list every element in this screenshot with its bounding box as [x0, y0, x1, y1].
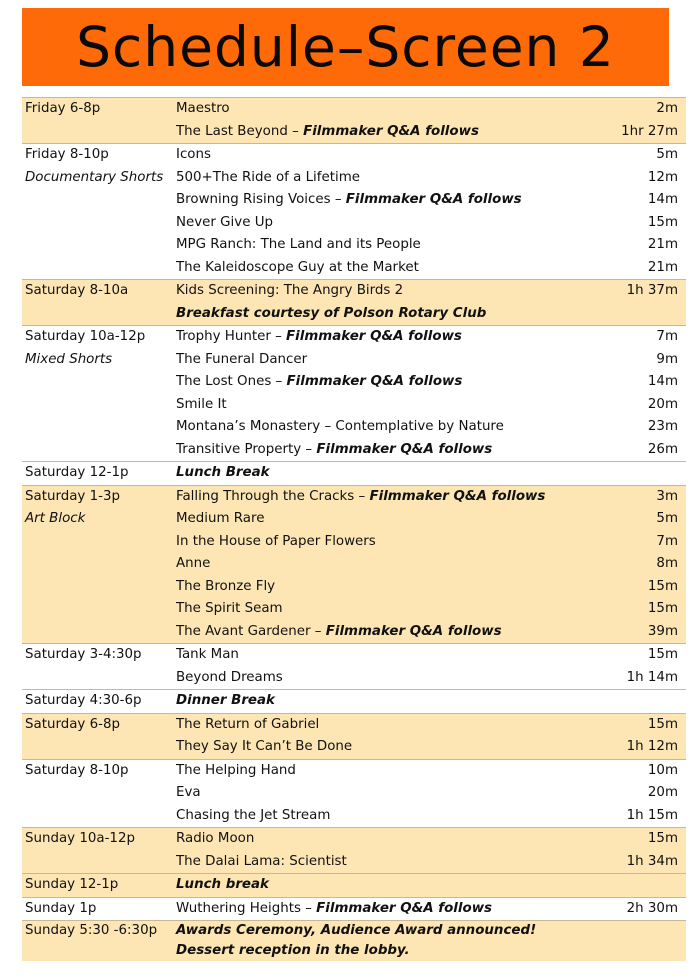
film-title [176, 462, 270, 485]
duration: 7m [656, 329, 678, 344]
schedule-block [22, 827, 686, 873]
duration: 1h 15m [626, 807, 678, 823]
film-title: Icons [176, 147, 211, 162]
film-note: Filmmaker Q&A follows [316, 441, 493, 457]
film-title: The Spirit Seam [176, 601, 283, 616]
duration: 5m [656, 147, 678, 162]
time-slot: Saturday 8-10p [25, 762, 129, 778]
time-slot: Documentary Shorts [25, 169, 164, 185]
time-slot: Mixed Shorts [25, 351, 113, 367]
time-slot: Saturday 10a-12p [25, 329, 146, 344]
schedule-row [22, 553, 686, 576]
time-slot: Friday 8-10p [25, 147, 109, 162]
film-title: Chasing the Jet Stream [176, 807, 331, 823]
schedule-row [22, 851, 686, 874]
film-title: Wuthering Heights – Filmmaker Q&A follows [176, 900, 493, 916]
film-title: Falling Through the Cracks – Filmmaker Q&A follows [176, 488, 546, 504]
film-title: Beyond Dreams [176, 669, 283, 685]
schedule-row [22, 234, 686, 257]
duration: 14m [647, 374, 678, 389]
duration: 20m [647, 396, 678, 412]
duration: 15m [647, 578, 678, 594]
schedule-row [22, 667, 686, 690]
film-title [176, 874, 269, 897]
film-title: Eva [176, 785, 201, 800]
film-title: The Avant Gardener – Filmmaker Q&A follows [176, 623, 502, 639]
schedule-row [22, 644, 686, 667]
schedule-row [22, 621, 686, 644]
film-title: Smile It [176, 396, 227, 412]
film-note: Dinner Break [176, 693, 275, 708]
film-note: Filmmaker Q&A follows [286, 329, 462, 344]
film-note: Filmmaker Q&A follows [316, 900, 493, 916]
schedule-row [22, 257, 686, 280]
schedule-block [22, 279, 686, 325]
schedule-block [22, 920, 686, 961]
film-note: Lunch Break [176, 465, 270, 480]
schedule-block [22, 461, 686, 485]
schedule-block [22, 97, 686, 143]
time-slot: Art Block [25, 511, 86, 526]
film-note: Filmmaker Q&A follows [325, 623, 502, 639]
duration: 39m [647, 623, 678, 639]
schedule-row [22, 736, 686, 759]
duration: 20m [647, 785, 678, 800]
duration: 8m [656, 556, 678, 571]
schedule-block [22, 325, 686, 461]
schedule-row [22, 508, 686, 531]
film-title: They Say It Can’t Be Done [176, 739, 353, 754]
film-note: Filmmaker Q&A follows [369, 488, 546, 504]
duration: 3m [656, 488, 678, 504]
schedule-block [22, 643, 686, 689]
film-title: Medium Rare [176, 511, 265, 526]
duration: 1h 34m [626, 853, 678, 869]
duration: 12m [647, 169, 678, 185]
time-slot: Sunday 5:30 -6:30p [25, 923, 158, 938]
schedule-row [22, 598, 686, 621]
page-title: Schedule–Screen 2 [76, 15, 615, 79]
schedule-row [22, 439, 686, 462]
time-slot: Friday 6-8p [25, 101, 101, 116]
schedule-row [22, 121, 686, 144]
film-title: Kids Screening: The Angry Birds 2 [176, 283, 404, 298]
schedule-row [22, 921, 686, 941]
schedule-row [22, 531, 686, 554]
duration: 15m [647, 831, 678, 846]
schedule-block [22, 713, 686, 759]
schedule-row [22, 486, 686, 509]
title-banner [22, 8, 669, 86]
time-slot: Saturday 4:30-6p [25, 693, 142, 708]
schedule-block [22, 873, 686, 897]
film-title: Trophy Hunter – Filmmaker Q&A follows [176, 329, 462, 344]
duration: 7m [656, 533, 678, 549]
film-title: 500+The Ride of a Lifetime [176, 169, 360, 185]
duration: 9m [656, 351, 678, 367]
film-title [176, 303, 486, 326]
schedule-row [22, 371, 686, 394]
film-title [176, 690, 275, 713]
film-title: The Lost Ones – Filmmaker Q&A follows [176, 374, 463, 389]
duration: 1hr 27m [621, 123, 678, 139]
duration: 26m [647, 441, 678, 457]
film-title: Never Give Up [176, 214, 273, 230]
time-slot: Saturday 3-4:30p [25, 647, 142, 662]
schedule-row [22, 714, 686, 737]
duration: 2m [656, 101, 678, 116]
duration: 14m [647, 192, 678, 207]
schedule-row [22, 782, 686, 805]
schedule-row [22, 941, 686, 961]
schedule-row [22, 144, 686, 167]
time-slot: Saturday 8-10a [25, 283, 129, 298]
film-title: Montana’s Monastery – Contemplative by Nature [176, 419, 504, 434]
schedule-row [22, 416, 686, 439]
duration: 10m [647, 762, 678, 778]
film-title: The Bronze Fly [176, 578, 276, 594]
schedule-row [22, 576, 686, 599]
duration: 15m [647, 647, 678, 662]
time-slot: Saturday 1-3p [25, 488, 120, 504]
film-title: The Kaleidoscope Guy at the Market [176, 259, 419, 275]
time-slot: Sunday 1p [25, 900, 97, 916]
schedule-row [22, 303, 686, 326]
film-note: Dessert reception in the lobby. [176, 943, 410, 958]
schedule-row [22, 98, 686, 121]
film-title: Tank Man [176, 647, 239, 662]
duration: 15m [647, 601, 678, 616]
film-note: Filmmaker Q&A follows [303, 123, 479, 139]
film-title: The Helping Hand [176, 762, 296, 778]
film-note: Awards Ceremony, Audience Award announced! [176, 923, 537, 938]
duration: 1h 37m [626, 283, 678, 298]
schedule-row [22, 828, 686, 851]
film-title [176, 941, 410, 961]
film-title: Radio Moon [176, 831, 255, 846]
film-note: Filmmaker Q&A follows [286, 374, 463, 389]
film-title: The Last Beyond – Filmmaker Q&A follows [176, 123, 479, 139]
schedule-row [22, 349, 686, 372]
duration: 15m [647, 214, 678, 230]
schedule-row [22, 690, 686, 713]
time-slot: Sunday 12-1p [25, 877, 119, 892]
schedule-block [22, 689, 686, 713]
duration: 21m [647, 259, 678, 275]
duration: 2h 30m [626, 900, 678, 916]
schedule-row [22, 212, 686, 235]
film-title: MPG Ranch: The Land and its People [176, 237, 421, 252]
schedule-row [22, 760, 686, 783]
time-slot: Saturday 6-8p [25, 716, 120, 732]
schedule-block [22, 143, 686, 279]
film-title: The Return of Gabriel [176, 716, 320, 732]
schedule-row [22, 805, 686, 828]
schedule-row [22, 189, 686, 212]
schedule-block [22, 759, 686, 828]
duration: 1h 14m [626, 669, 678, 685]
time-slot: Sunday 10a-12p [25, 831, 135, 846]
film-title: Anne [176, 556, 211, 571]
film-title [176, 921, 536, 941]
schedule-row [22, 326, 686, 349]
schedule-block [22, 485, 686, 644]
film-title: In the House of Paper Flowers [176, 533, 376, 549]
schedule-row [22, 898, 686, 921]
film-title: Maestro [176, 101, 230, 116]
duration: 21m [647, 237, 678, 252]
duration: 15m [647, 716, 678, 732]
film-note: Breakfast courtesy of Polson Rotary Club [176, 305, 487, 321]
duration: 5m [656, 511, 678, 526]
film-title: The Funeral Dancer [176, 351, 308, 367]
film-note: Filmmaker Q&A follows [345, 192, 522, 207]
film-title: Browning Rising Voices – Filmmaker Q&A follows [176, 192, 522, 207]
film-title: The Dalai Lama: Scientist [176, 853, 347, 869]
time-slot: Saturday 12-1p [25, 465, 129, 480]
schedule-row [22, 167, 686, 190]
film-note: Lunch break [176, 877, 269, 892]
schedule-row [22, 462, 686, 485]
duration: 1h 12m [626, 739, 678, 754]
schedule-row [22, 874, 686, 897]
film-title: Transitive Property – Filmmaker Q&A follows [176, 441, 493, 457]
duration: 23m [647, 419, 678, 434]
schedule-row [22, 394, 686, 417]
schedule-block [22, 897, 686, 921]
schedule-table [22, 97, 686, 961]
schedule-row [22, 280, 686, 303]
